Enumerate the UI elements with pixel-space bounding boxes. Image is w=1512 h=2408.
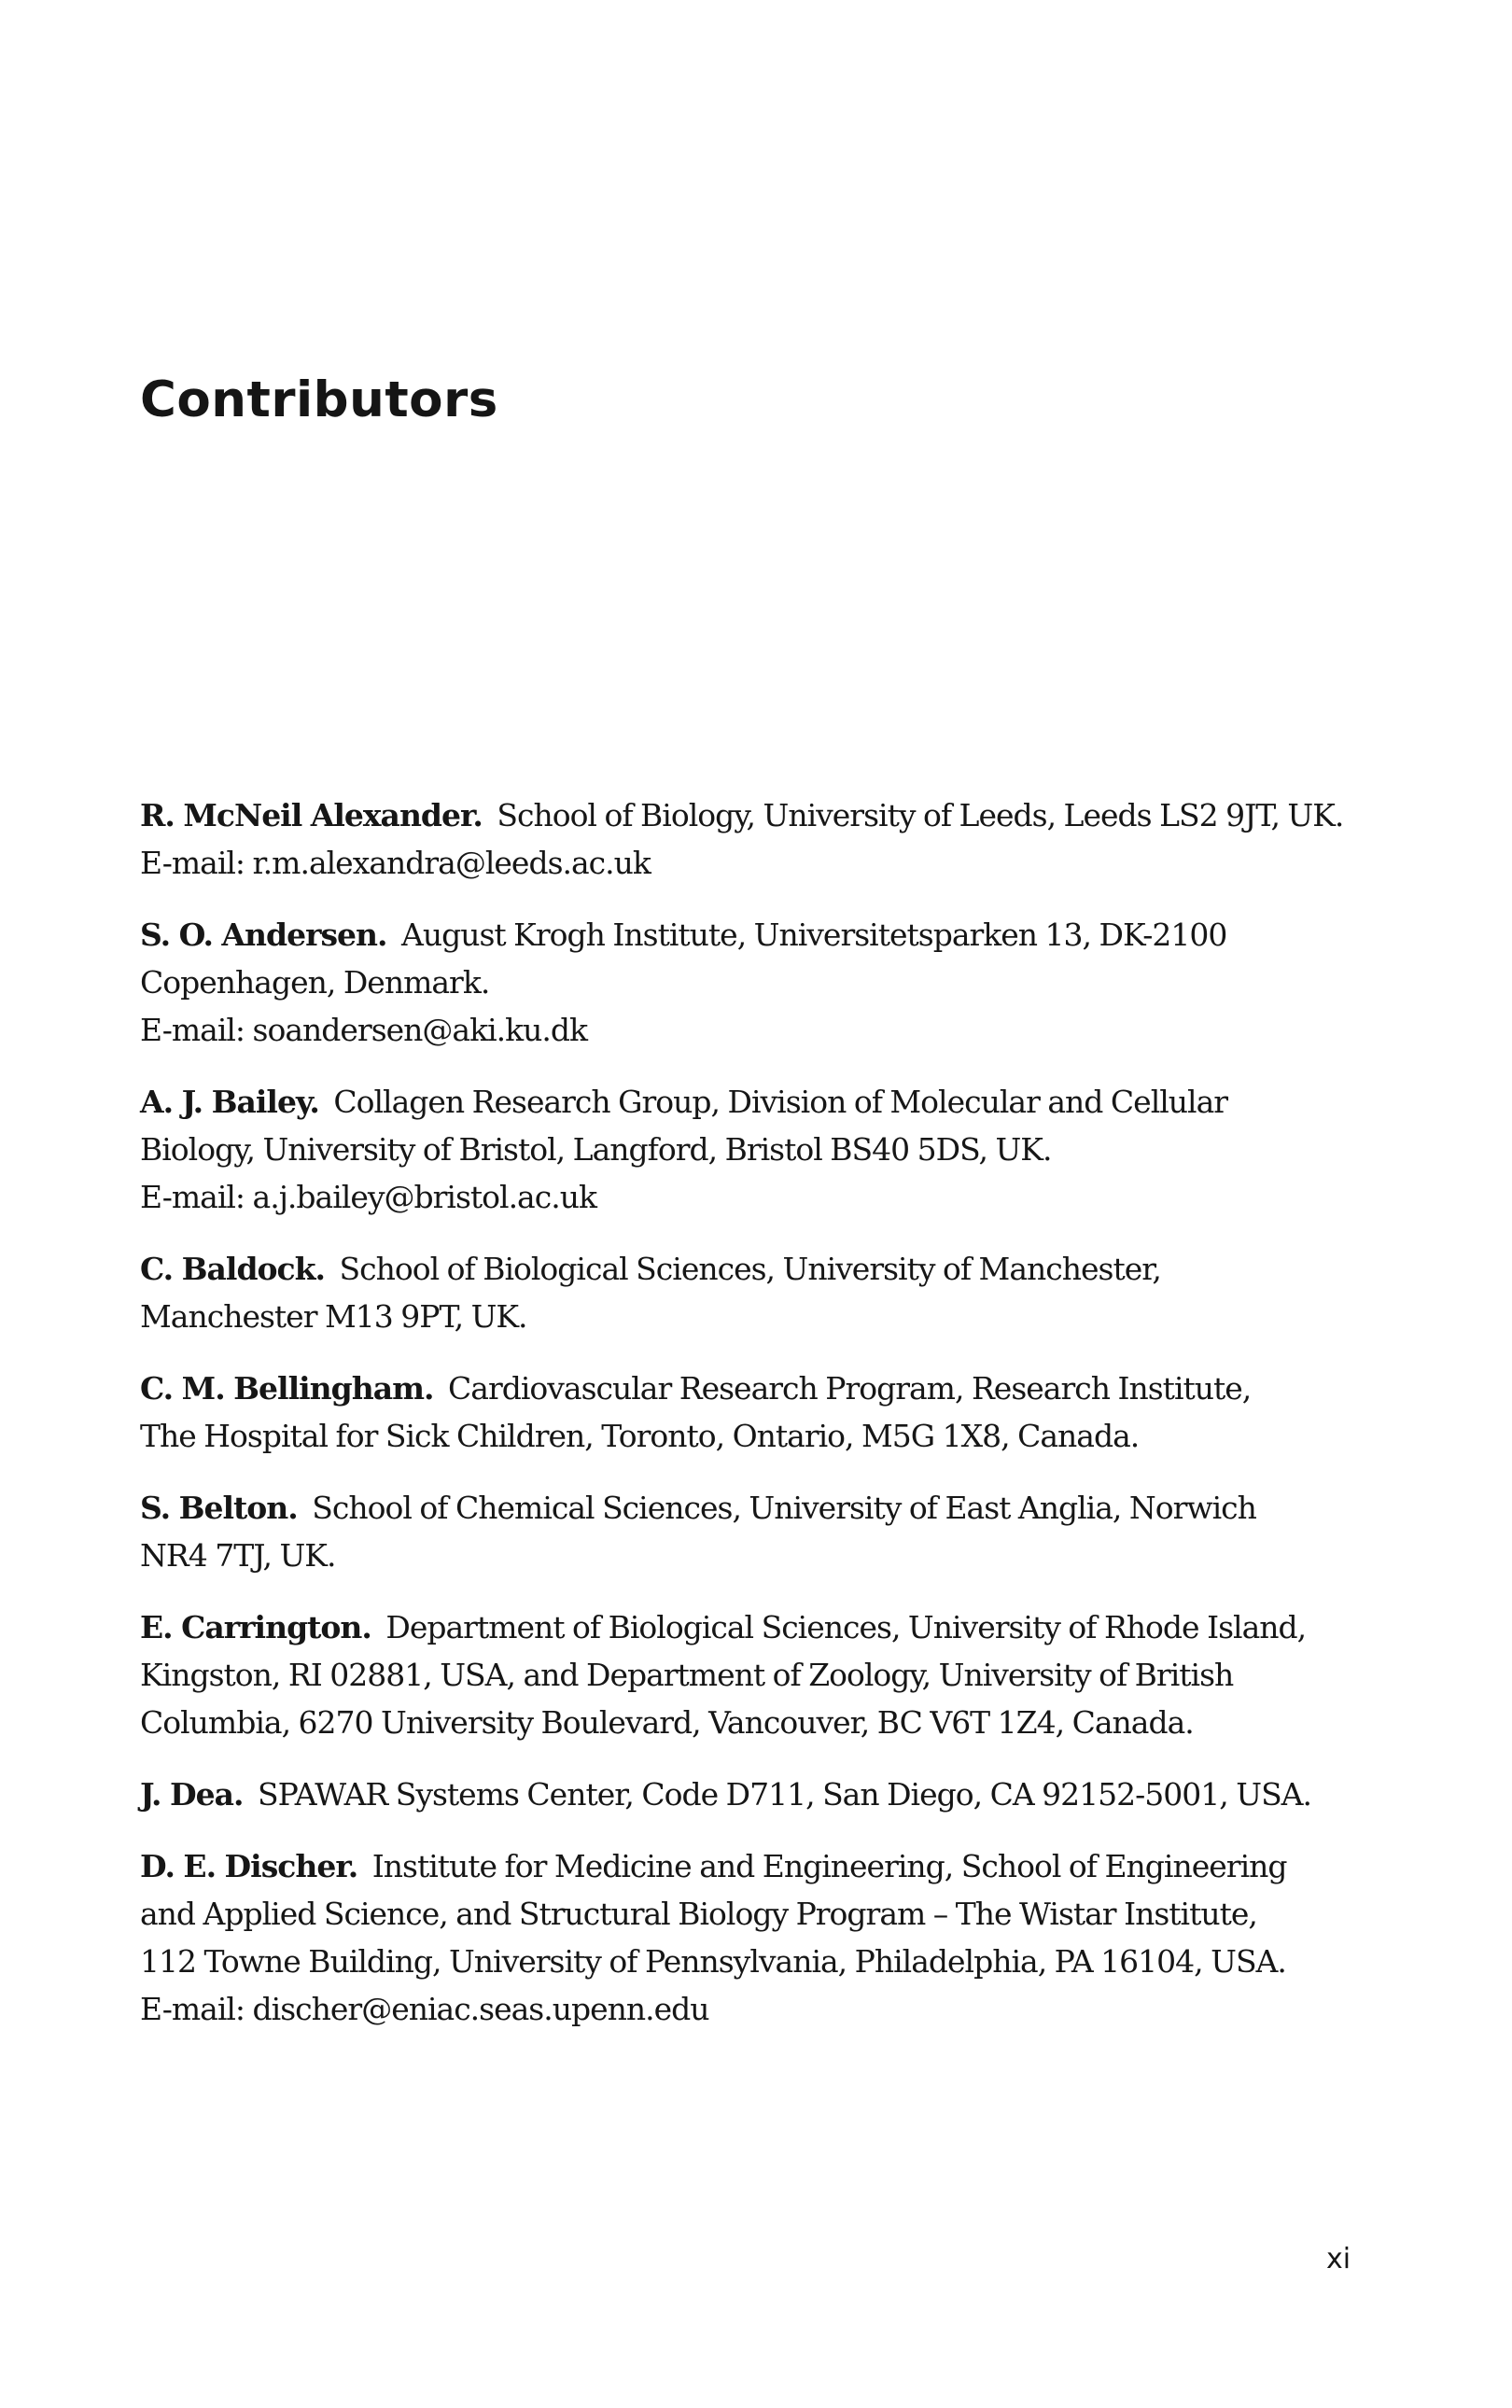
contributor-line — [140, 1532, 1372, 1579]
contributor-line — [140, 1126, 1372, 1173]
contributor-name: S. Belton. — [140, 1490, 298, 1526]
contributor-detail: The Hospital for Sick Children, Toronto, Ontario, M5G 1X8, Canada. — [140, 1418, 1140, 1454]
contributor-line — [140, 791, 1372, 839]
contributor-detail: Columbia, 6270 University Boulevard, Vancouver, BC V6T 1Z4, Canada. — [140, 1704, 1194, 1741]
contributor-detail: E-mail: r.m.alexandra@leeds.ac.uk — [140, 845, 651, 881]
contributor-line — [140, 1078, 1372, 1126]
contributor-line — [140, 839, 1372, 887]
contributor-list — [140, 791, 1372, 2057]
contributor-line — [140, 1842, 1372, 1890]
contributor-affiliation: School of Biology, University of Leeds, Leeds LS2 9JT, UK. — [497, 797, 1344, 833]
contributor-detail: Kingston, RI 02881, USA, and Department of Zoology, University of British — [140, 1657, 1234, 1693]
contributor-line — [140, 1484, 1372, 1532]
contributor-name: C. M. Bellingham. — [140, 1370, 434, 1407]
contributor-entry — [140, 791, 1372, 887]
contributor-affiliation: School of Biological Sciences, University of Manchester, — [339, 1251, 1161, 1287]
contributor-detail: E-mail: discher@eniac.seas.upenn.edu — [140, 1991, 709, 2027]
contributor-entry — [140, 1603, 1372, 1746]
contributor-name: S. O. Andersen. — [140, 917, 387, 953]
contributor-line — [140, 1365, 1372, 1412]
contributor-affiliation: School of Chemical Sciences, University of East Anglia, Norwich — [312, 1490, 1256, 1526]
contributor-entry — [140, 1771, 1372, 1818]
contributor-line — [140, 1293, 1372, 1340]
contributor-name: J. Dea. — [140, 1776, 244, 1813]
page-title: Contributors — [140, 371, 498, 428]
contributor-affiliation: Cardiovascular Research Program, Research Institute, — [448, 1370, 1252, 1407]
contributor-line — [140, 1173, 1372, 1221]
contributor-name: E. Carrington. — [140, 1609, 371, 1645]
contributor-affiliation: August Krogh Institute, Universitetsparken 13, DK-2100 — [401, 917, 1227, 953]
contributor-detail: NR4 7TJ, UK. — [140, 1537, 336, 1574]
contributor-name: D. E. Discher. — [140, 1848, 358, 1884]
contributor-entry — [140, 1078, 1372, 1221]
contributor-line — [140, 1412, 1372, 1460]
page-number: xi — [1326, 2243, 1351, 2275]
contributor-line — [140, 1651, 1372, 1699]
contributor-detail: Biology, University of Bristol, Langford, Bristol BS40 5DS, UK. — [140, 1131, 1052, 1168]
contributor-line — [140, 959, 1372, 1006]
contributor-detail: Manchester M13 9PT, UK. — [140, 1298, 527, 1335]
contributor-detail: 112 Towne Building, University of Pennsylvania, Philadelphia, PA 16104, USA. — [140, 1943, 1286, 1980]
contributor-name: C. Baldock. — [140, 1251, 326, 1287]
contributor-name: A. J. Bailey. — [140, 1084, 319, 1120]
contributor-detail: and Applied Science, and Structural Biology Program – The Wistar Institute, — [140, 1896, 1257, 1932]
contributor-line — [140, 1938, 1372, 1985]
contributor-affiliation: SPAWAR Systems Center, Code D711, San Diego, CA 92152-5001, USA. — [258, 1776, 1312, 1813]
contributor-line — [140, 1771, 1372, 1818]
contributor-line — [140, 1006, 1372, 1054]
contributor-line — [140, 1890, 1372, 1938]
contributor-name: R. McNeil Alexander. — [140, 797, 483, 833]
contributor-detail: E-mail: soandersen@aki.ku.dk — [140, 1012, 587, 1048]
contributor-entry — [140, 1842, 1372, 2033]
contributor-entry — [140, 1365, 1372, 1460]
contributor-line — [140, 1699, 1372, 1746]
contributor-line — [140, 911, 1372, 959]
contributor-line — [140, 1603, 1372, 1651]
contributor-entry — [140, 1245, 1372, 1340]
contributor-affiliation: Institute for Medicine and Engineering, School of Engineering — [371, 1848, 1287, 1884]
contributor-affiliation: Collagen Research Group, Division of Molecular and Cellular — [333, 1084, 1228, 1120]
contributor-detail: Copenhagen, Denmark. — [140, 964, 490, 1001]
contributor-line — [140, 1245, 1372, 1293]
contributor-line — [140, 1985, 1372, 2033]
contributor-detail: E-mail: a.j.bailey@bristol.ac.uk — [140, 1179, 596, 1215]
contributor-affiliation: Department of Biological Sciences, University of Rhode Island, — [385, 1609, 1307, 1645]
contributor-entry — [140, 911, 1372, 1054]
contributor-entry — [140, 1484, 1372, 1579]
